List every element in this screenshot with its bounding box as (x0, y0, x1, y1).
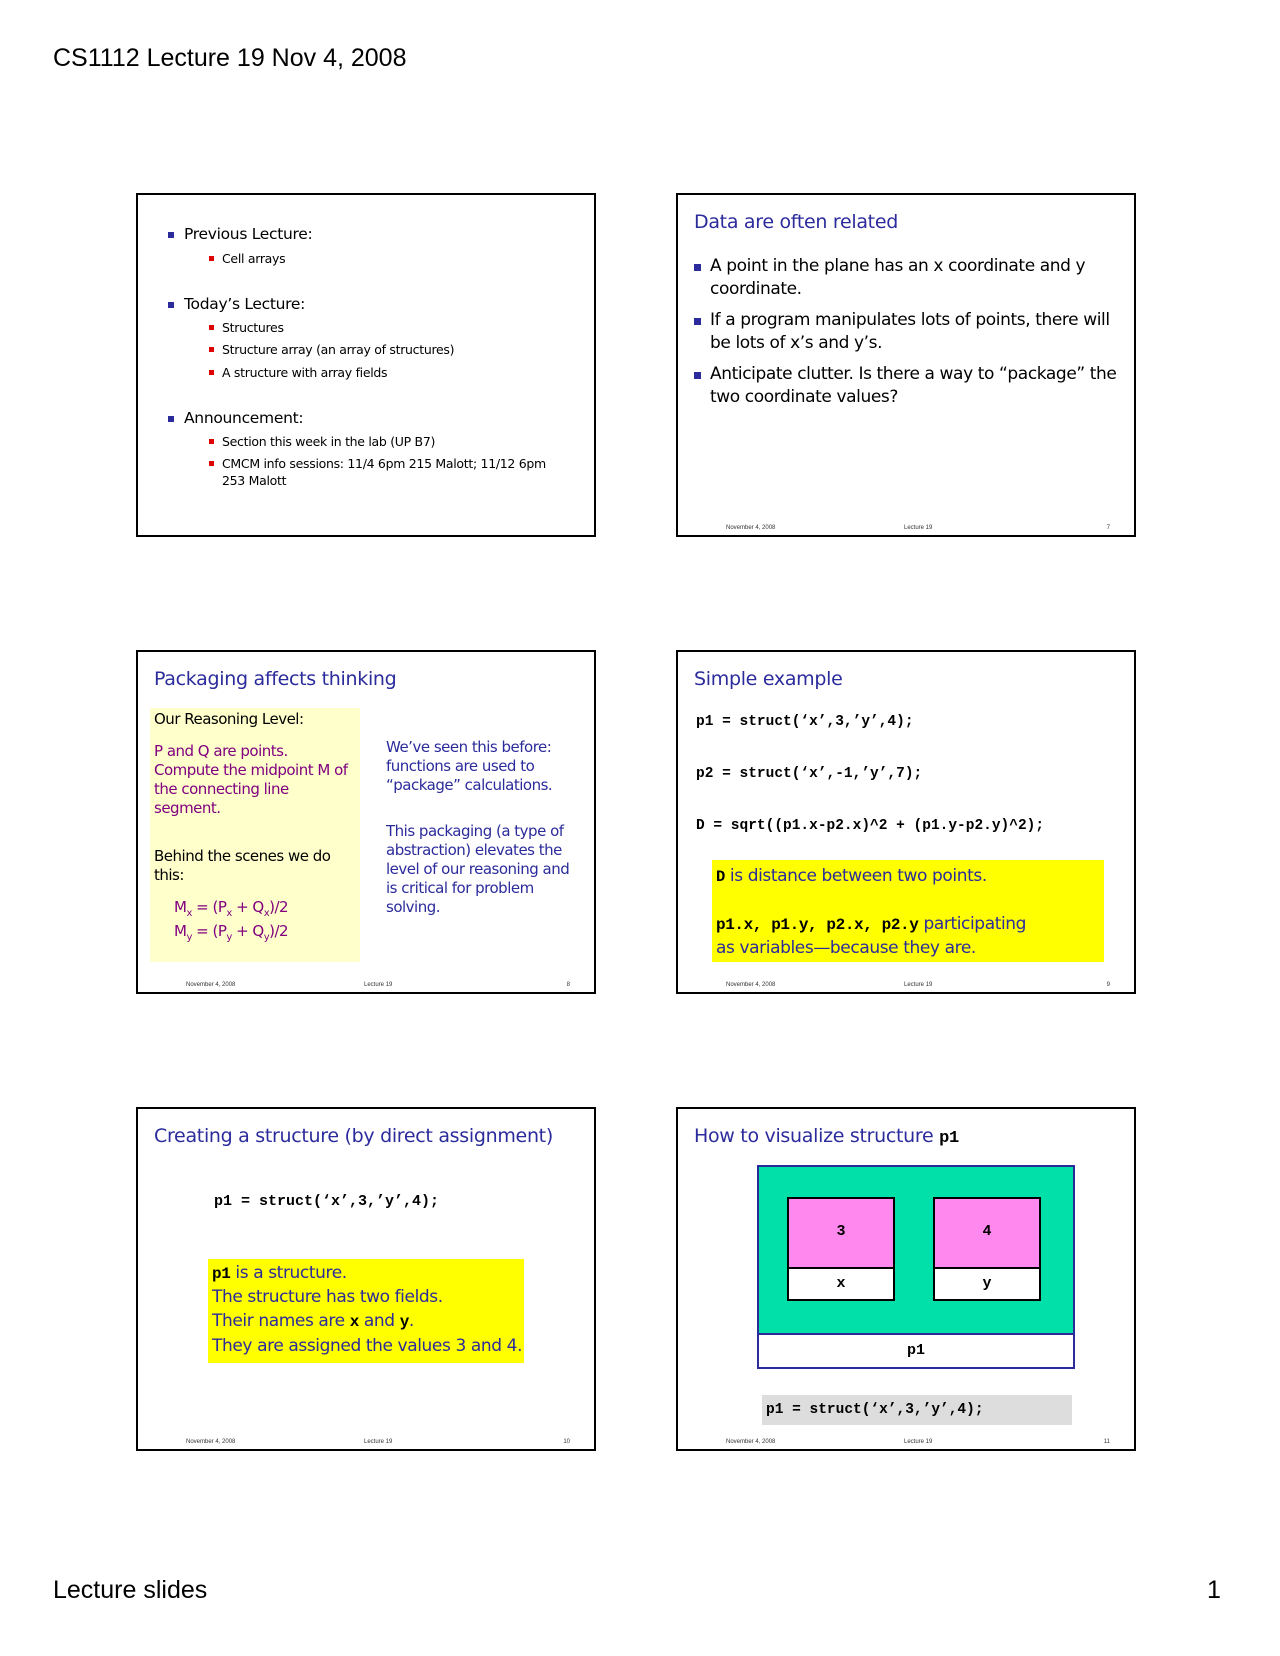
note-line-4: They are assigned the values 3 and 4. (212, 1336, 523, 1356)
variables-note: p1.x, p1.y, p2.x, p2.y participating (716, 914, 1027, 934)
packaging-text: This packaging (a type of abstraction) elevates the level of our reasoning and is critical for problem solving. (386, 822, 570, 916)
code-line-p2: p2 = struct(‘x’,-1,’y’,7); (696, 766, 923, 782)
code-line-p1: p1 = struct(‘x’,3,’y’,4); (214, 1193, 440, 1210)
bullet-section-lab: Section this week in the lab (UP B7) (222, 434, 436, 449)
slide-6 (136, 193, 596, 537)
bullet-announcement: Announcement: (184, 409, 304, 427)
field-y-name: y (933, 1267, 1041, 1301)
page-number: 1 (1207, 1576, 1221, 1604)
slide-title: Data are often related (694, 211, 898, 233)
slide-footer-date: November 4, 2008 (726, 525, 776, 531)
page-header: CS1112 Lecture 19 Nov 4, 2008 (53, 44, 407, 72)
bullet-point-coordinates: A point in the plane has an x coordinate and y coordinate. (710, 255, 1120, 301)
bullet-cmcm-info: CMCM info sessions: 11/4 6pm 215 Malott; 11/12 6pm 253 Malott (222, 455, 572, 489)
structure-name: p1 (757, 1335, 1075, 1369)
field-x-name: x (787, 1267, 895, 1301)
slide-9 (676, 650, 1136, 994)
bullet-previous-lecture: Previous Lecture: (184, 225, 313, 243)
note-line-2: The structure has two fields. (212, 1287, 443, 1307)
slide-number: 7 (1106, 525, 1110, 531)
variables-note-line2: as variables—because they are. (716, 938, 976, 958)
slide-footer-lecture: Lecture 19 (904, 982, 933, 988)
slide-footer-date: November 4, 2008 (726, 982, 776, 988)
code-line-distance: D = sqrt((p1.x-p2.x)^2 + (p1.y-p2.y)^2); (696, 818, 1045, 834)
bullet-todays-lecture: Today’s Lecture: (184, 295, 306, 313)
slide-title: How to visualize structure p1 (694, 1125, 959, 1148)
slide-footer-date: November 4, 2008 (186, 982, 236, 988)
bullet-anticipate-clutter: Anticipate clutter. Is there a way to “package” the two coordinate values? (710, 363, 1120, 409)
bullet-structures: Structures (222, 320, 284, 335)
slide-10 (136, 1107, 596, 1451)
slide-footer-lecture: Lecture 19 (364, 1439, 393, 1445)
bullet-structure-array-fields: A structure with array fields (222, 365, 388, 380)
slide-title: Simple example (694, 668, 843, 690)
behind-scenes-text: Behind the scenes we do this: (154, 847, 331, 884)
slide-number: 10 (563, 1439, 570, 1445)
structure-diagram (757, 1165, 1075, 1335)
slide-title: Creating a structure (by direct assignment) (154, 1125, 553, 1147)
code-line-p1: p1 = struct(‘x’,3,’y’,4); (762, 1395, 1072, 1425)
slide-footer-lecture: Lecture 19 (904, 525, 933, 531)
slide-number: 8 (566, 982, 570, 988)
bullet-structure-array: Structure array (an array of structures) (222, 342, 455, 357)
midpoint-y-formula: $M_y = (P_y + Q_y)/2$ (174, 922, 289, 943)
field-x-value: 3 (787, 1197, 895, 1269)
slide-footer-date: November 4, 2008 (186, 1439, 236, 1445)
note-line-1: p1 is a structure. (212, 1263, 347, 1283)
highlight-note (208, 1259, 524, 1363)
reasoning-label: Our Reasoning Level: (154, 710, 304, 728)
slide-footer-date: November 4, 2008 (726, 1439, 776, 1445)
slide-number: 9 (1106, 982, 1110, 988)
reasoning-text: P and Q are points. Compute the midpoint M of the connecting line segment. (154, 742, 348, 817)
distance-note: D is distance between two points. (716, 866, 987, 886)
slide-11 (676, 1107, 1136, 1451)
seen-before-text: We’ve seen this before: functions are used to “package” calculations. (386, 738, 553, 794)
slide-number: 11 (1103, 1439, 1110, 1445)
bullet-cell-arrays: Cell arrays (222, 251, 286, 266)
slide-footer-lecture: Lecture 19 (364, 982, 393, 988)
bullet-lots-of-points: If a program manipulates lots of points, there will be lots of x’s and y’s. (710, 309, 1120, 355)
slide-title: Packaging affects thinking (154, 668, 397, 690)
slide-8 (136, 650, 596, 994)
highlight-note (712, 860, 1104, 962)
slide-footer-lecture: Lecture 19 (904, 1439, 933, 1445)
slide-7 (676, 193, 1136, 537)
midpoint-x-formula: $M_x = (P_x + Q_x)/2$ (174, 898, 289, 919)
code-line-p1: p1 = struct(‘x’,3,’y’,4); (696, 714, 914, 730)
field-y-value: 4 (933, 1197, 1041, 1269)
note-line-3: Their names are x and y. (212, 1311, 414, 1331)
page-footer-label: Lecture slides (53, 1576, 208, 1604)
